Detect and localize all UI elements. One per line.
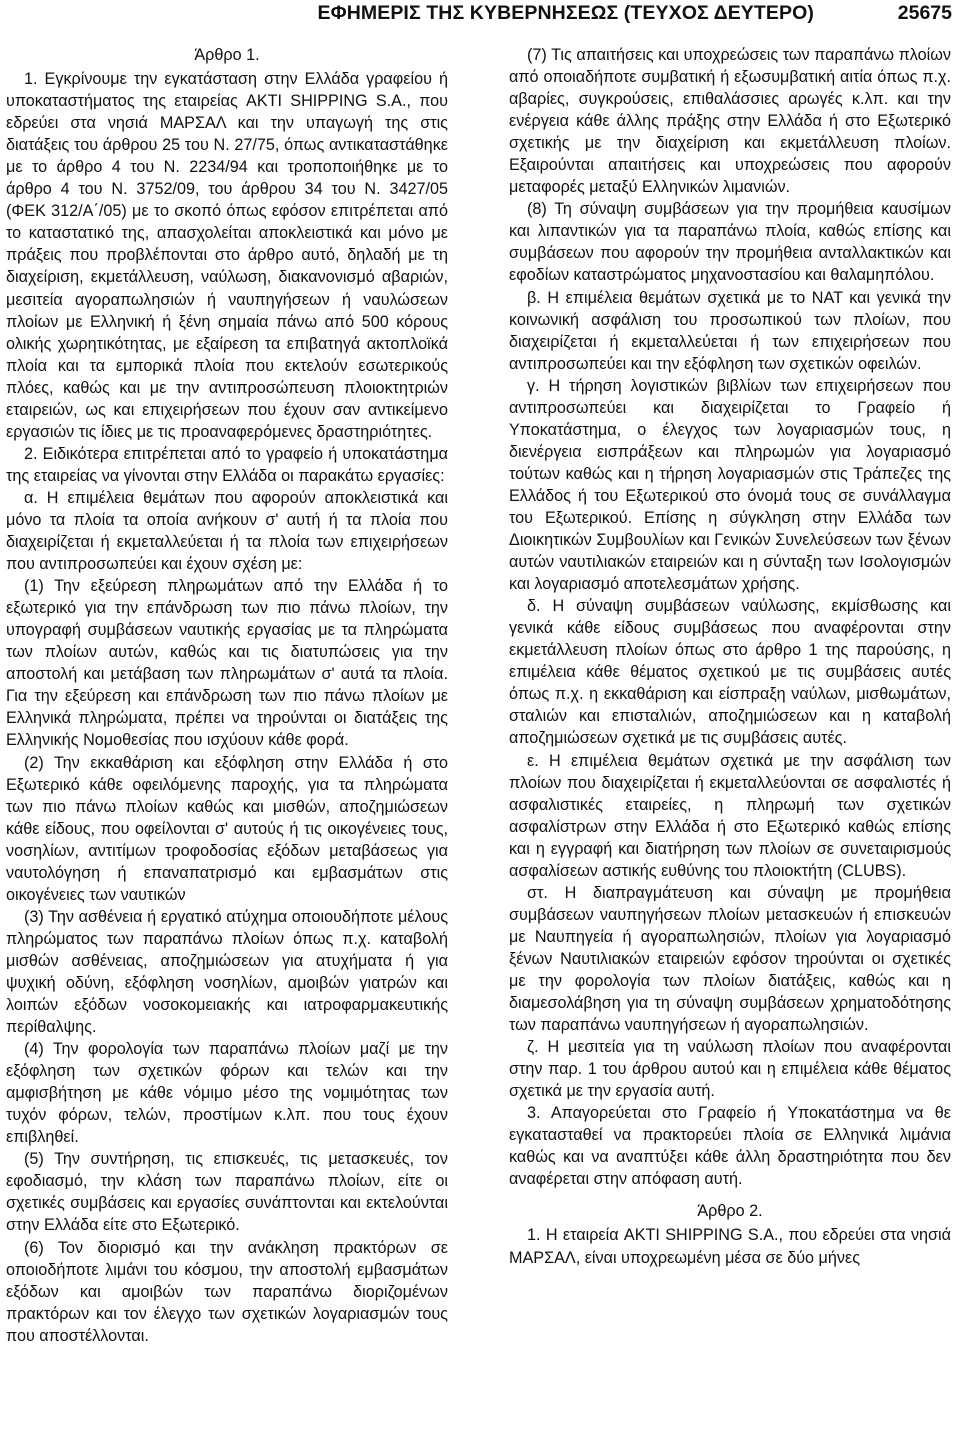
gazette-title: ΕΦΗΜΕΡΙΣ ΤΗΣ ΚΥΒΕΡΝΗΣΕΩΣ (ΤΕΥΧΟΣ ΔΕΥΤΕΡΟ) — [317, 2, 814, 24]
paragraph: 2. Ειδικότερα επιτρέπεται από το γραφείο ή υποκατάστημα της εταιρείας να γίνονται στην Ελλάδα οι παρακάτω εργασίες: — [6, 444, 448, 485]
paragraph: (3) Την ασθένεια ή εργατικό ατύχημα οποιουδήποτε μέλους πληρώματος των παραπάνω πλοίων όπως π.χ. καταβολή μισθών ασθένειας, αποζημιώσεων για ατυχήματα ή για ψυχική οδύνη, εξόφληση νοσηλίων, αμοιβών γιατρών και λοιπών εξόδων νοσοκομειακής και ιατροφαρμακευτικής περίθαλψης. — [6, 907, 448, 1037]
paragraph: α. Η επιμέλεια θεμάτων που αφορούν αποκλειστικά και μόνο τα πλοία τα οποία ανήκουν σ' αυτή ή τα πλοία που διαχειρίζεται ή εκμεταλλεύεται ή τα πλοία των επιχειρήσεων που αντιπροσωπεύει και έχουν σχέση με: — [6, 488, 448, 574]
paragraph: (1) Την εξεύρεση πληρωμάτων από την Ελλάδα ή το εξωτερικό για την επάνδρωση των πιο πάνω πλοίων, την υπογραφή συμβάσεων ναυτικής εργασίας με τα πληρώματα των πλοίων αυτών, καθώς και τις διατυπώσεις για την αποστολή και μετάβαση των πληρωμάτων σ' αυτά τα πλοία. Για την εξεύρεση και επάνδρωση των πιο πάνω πλοίων με Ελληνικά πληρώματα, πρέπει να τηρούνται οι διατάξεις της Ελληνικής Νομοθεσίας που ισχύουν κάθε φορά. — [6, 577, 448, 750]
left-column — [6, 44, 448, 1347]
paragraph: ζ. Η μεσιτεία για τη ναύλωση πλοίων που αναφέρονται στην παρ. 1 του άρθρου αυτού και η επιμέλεια κάθε θέματος σχετικά με την εργασία αυτή. — [509, 1038, 951, 1101]
paragraph: 1. Εγκρίνουμε την εγκατάσταση στην Ελλάδα γραφείου ή υποκαταστήματος της εταιρείας AKTI SHIPPING S.A., που εδρεύει στα νησιά ΜΑΡΣΑΛ και την υπαγωγή της στις διατάξεις του άρθρου 25 του Ν. 27/75, όπως αντικαταστάθηκε με το άρθρο 4 του Ν. 2234/94 και τροποποιήθηκε με το άρθρο 4 του Ν. 3752/09, του άρθρου 34 του Ν. 3427/05 (ΦΕΚ 312/Α΄/05) με το σκοπό όπως εφόσον επιτρέπεται από το καταστατικό της, απασχολείται αποκλειστικά και μόνο με πράξεις που προβλέπονται στο άρθρο αυτό, δηλαδή με τη διαχείριση, εκμετάλλευση, ναύλωση, διακανονισμό αβαριών, μεσιτεία αγοραπωλησιών ή ναυπηγήσεων ή ναυλώσεων πλοίων με Ελληνική ή ξένη σημαία πάνω από 500 κόρους ολικής χωρητικότητας, με εξαίρεση τα επιβατηγά ακτοπλοϊκά πλοία και τα εμπορικά πλοία που εκτελούν εσωτερικούς πλόες, καθώς και με την αντιπροσώπευση πλοιοκτητριών εταιρειών, ως και επιχειρήσεων που έχουν σαν αντικείμενο εργασιών τις ίδιες με τις προαναφερόμενες δραστηριότητες. — [6, 70, 448, 441]
paragraph: (6) Τον διορισμό και την ανάκληση πρακτόρων σε οποιοδήποτε λιμάνι του κόσμου, την αποστολή εμβασμάτων εξόδων και αμοιβών των παραπάνω διοριζομένων πρακτόρων και τον έλεγχο των σχετικών λογαριασμών τους που αποστέλλονται. — [6, 1238, 448, 1345]
page-number: 25675 — [897, 2, 952, 24]
paragraph: 3. Απαγορεύεται στο Γραφείο ή Υποκατάστημα να θε εγκατασταθεί να πρακτορεύει πλοία σε Ελληνικά λιμάνια καθώς και να αναπτύξει κάθε άλλη δραστηριότητα που δεν αναφέρεται στην απόφαση αυτή. — [509, 1104, 951, 1189]
paragraph: 1. Η εταιρεία AKTI SHIPPING S.A., που εδρεύει στα νησιά ΜΑΡΣΑΛ, είναι υποχρεωμένη μέσα σε δύο μήνες — [509, 1226, 951, 1267]
paragraph: ε. Η επιμέλεια θεμάτων σχετικά με την ασφάλιση των πλοίων που διαχειρίζεται ή εκμεταλλεύονται σε ασφαλιστές ή ασφαλιστικές εταιρείες, η πληρωμή των σχετικών ασφαλίστρων στην Ελλάδα ή στο Εξωτερικό καθώς επίσης και η εγγραφή και διατήρηση των πλοίων σε συνεταιρισμούς ασφαλίσεων αστικής ευθύνης του πλοιοκτήτη (CLUBS). — [509, 751, 951, 880]
paragraph: γ. Η τήρηση λογιστικών βιβλίων των επιχειρήσεων που αντιπροσωπεύει και διαχειρίζεται το Γραφείο ή Υποκατάστημα, ο έλεγχος των λογαριασμών τους, η διενέργεια εισπράξεων και πληρωμών για λογαριασμό τούτων καθώς και η τήρηση λογαριασμών στις Τράπεζες της Ελλάδος ή του Εξωτερικού στο όνομά τους σε συνάλλαγμα του Εξωτερικού. Επίσης η σύγκληση στην Ελλάδα των Διοικητικών Συμβουλίων και Γενικών Συνελεύσεων των ξένων αυτών ναυτιλιακών εταιρειών και η σύνταξη των Ισολογισμών και λογαριασμό αποτελεσμάτων χρήσης. — [509, 376, 951, 594]
paragraph: β. Η επιμέλεια θεμάτων σχετικά με το ΝΑΤ και γενικά την κοινωνική ασφάλιση του προσωπικού των πλοίων, που διαχειρίζεται ή εκμεταλλεύεται ή των επιχειρήσεων που αντιπροσωπεύει και την εξόφληση των σχετικών οφειλών. — [509, 288, 951, 373]
article-1-heading: Άρθρο 1. — [194, 46, 260, 64]
paragraph: (5) Την συντήρηση, τις επισκευές, τις μετασκευές, τον εφοδιασμό, την κλάση των παραπάνω πλοίων, είτε οι σχετικές συμβάσεις και εργασίες συνάπτονται και εκτελούνται στην Ελλάδα είτε στο Εξωτερικό. — [6, 1150, 448, 1235]
paragraph: (7) Τις απαιτήσεις και υποχρεώσεις των παραπάνω πλοίων από οποιαδήποτε συμβατική ή εξωσυμβατική αιτία όπως π.χ. αβαρίες, συγκρούσεις, επιθαλάσσιες αρωγές κ.λπ. και την ενέργεια κάθε άλλης πράξης στην Ελλάδα ή στο Εξωτερικό σχετικής με την διαχείριση και εκμετάλλευση πλοίων. Εξαιρούνται απαιτήσεις και υποχρεώσεις που αφορούν μεταφορές μεταξύ Ελληνικών λιμανιών. — [509, 46, 951, 197]
paragraph: στ. Η διαπραγμάτευση και σύναψη με προμήθεια συμβάσεων ναυπηγήσεων πλοίων μετασκευών ή επισκευών με Ναυπηγεία ή αγοραπωλησιών, πλοίων για λογαριασμό ξένων Ναυτιλιακών εταιρειών εφόσον τηρούνται οι σχετικές με την φορολογία των πλοίων διατάξεις, καθώς και η διαμεσολάβηση για τη σύναψη συμβάσεων χρηματοδότησης των παραπάνω ναυπηγήσεων ή αγοραπωλησιών. — [509, 883, 951, 1035]
paragraph: (2) Την εκκαθάριση και εξόφληση στην Ελλάδα ή στο Εξωτερικό κάθε οφειλόμενης παροχής, για τα πληρώματα των πιο πάνω πλοίων καθώς και μισθών, αποζημιώσεων κάθε είδους, που οφείλονται σ' αυτούς ή τις οικογένειες τους, νοσηλίων, αντιτίμων τροφοδοσίας εξόδων μεταβάσεως για ναυτολόγηση ή επαναπατρισμό και εμβασμάτων στις οικογένειες των ναυτικών — [6, 753, 448, 904]
paragraph: (8) Τη σύναψη συμβάσεων για την προμήθεια καυσίμων και λιπαντικών για τα παραπάνω πλοία, καθώς επίσης και συμβάσεων που αφορούν την προμήθεια ανταλλακτικών και εφοδίων καταστρώματος μηχανοστασίου και θαλαμηπόλου. — [509, 200, 951, 285]
page-header — [0, 2, 952, 32]
paragraph: δ. Η σύναψη συμβάσεων ναύλωσης, εκμίσθωσης και γενικά κάθε είδους συμβάσεως που αναφέρονται στην εκμετάλλευση πλοίων όπως στο άρθρο 1 της παρούσης, η επιμέλεια κάθε θέματος σχετικού με τις συμβάσεις αυτές όπως π.χ. η εκκαθάριση και είσπραξη ναύλων, μισθωμάτων, σταλιών και επισταλιών, αποζημιώσεων και η καταβολή αποζημιώσεων σχετικά με τις συμβάσεις αυτές. — [509, 597, 951, 748]
paragraph: (4) Την φορολογία των παραπάνω πλοίων μαζί με την εξόφληση των σχετικών φόρων και τελών και την αμφισβήτηση με κάθε νόμιμο μέσο της νομιμότητας των τυχόν φόρων, τελών, προστίμων κ.λπ. που τους έχουν επιβληθεί. — [6, 1040, 448, 1147]
right-column — [509, 44, 951, 1269]
article-2-heading: Άρθρο 2. — [697, 1202, 763, 1221]
